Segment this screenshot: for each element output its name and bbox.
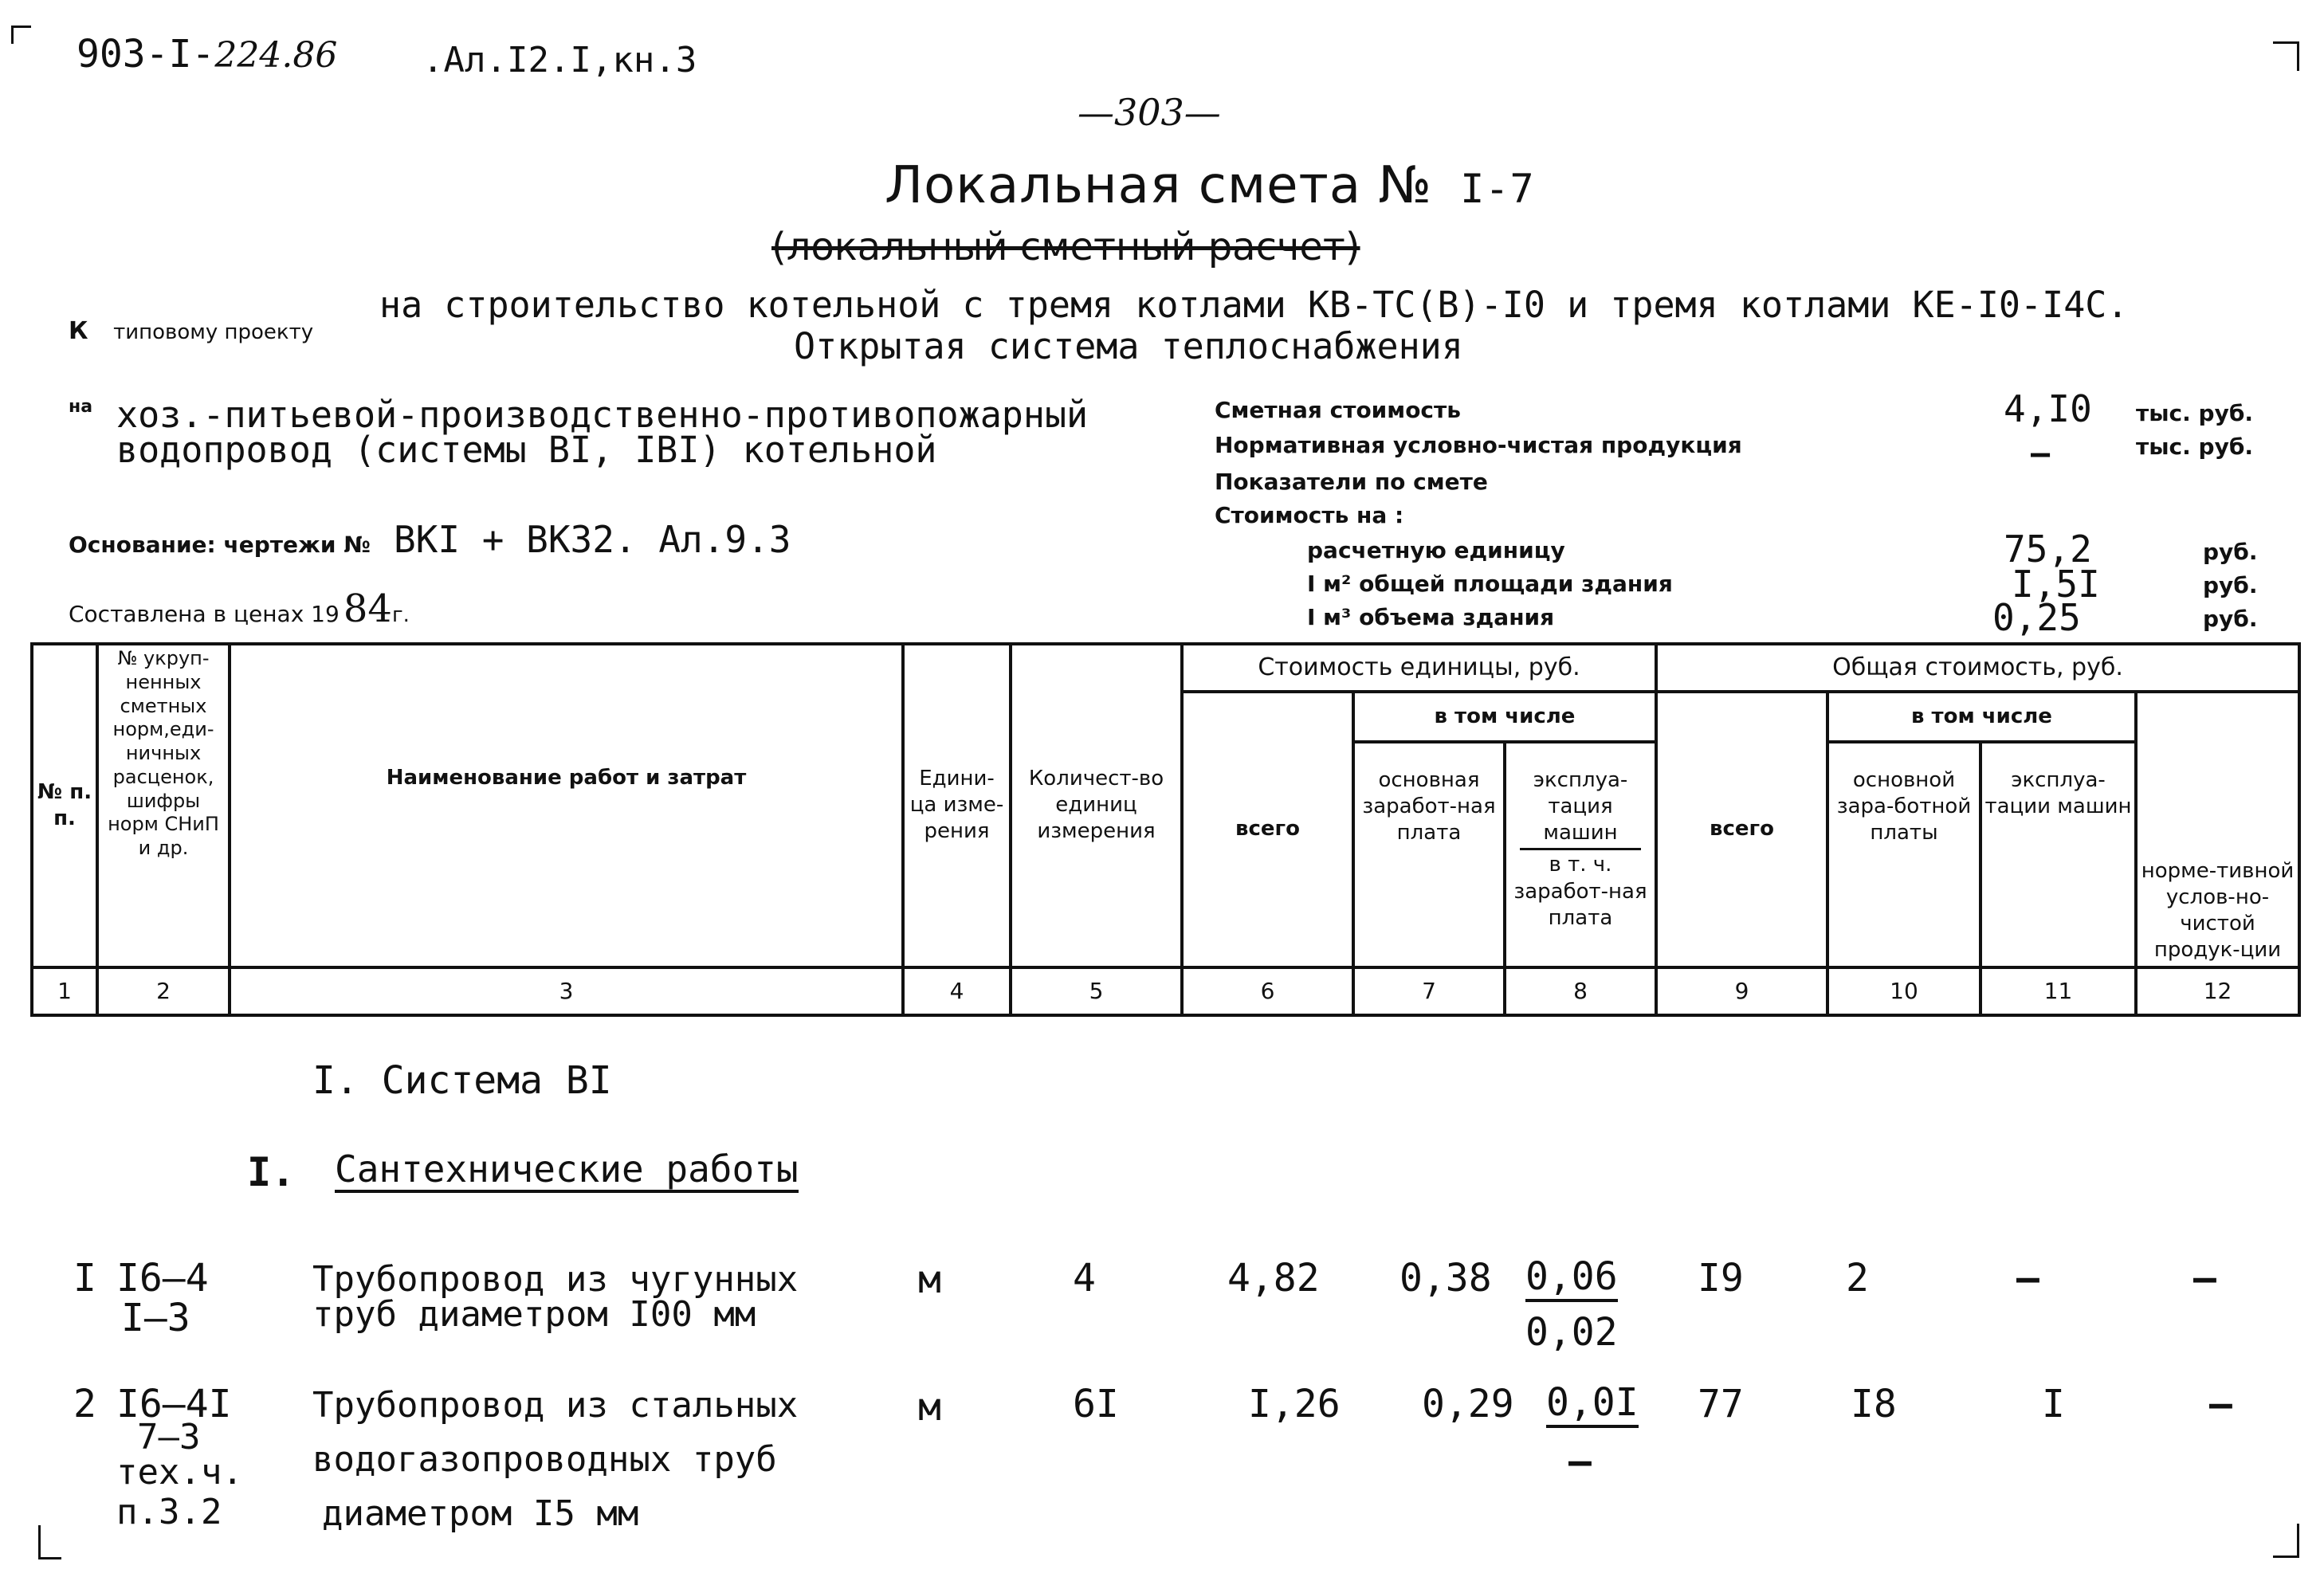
- column-number: 8: [1505, 967, 1656, 1015]
- summary-cost-value: 4,I0: [2004, 387, 2092, 430]
- row-2-machine: 0,0I: [1546, 1382, 1639, 1428]
- row-1-sum-machine: –: [2016, 1256, 2039, 1300]
- project-description-line-1: на строительство котельной с тремя котлами КВ-ТС(В)-I0 и тремя котлами КЕ-I0-I4С.: [379, 284, 2129, 326]
- header-no: № п. п.: [32, 644, 97, 967]
- row-2-sum-wage: I8: [1851, 1382, 1897, 1426]
- summary-unit-value: 75,2: [2004, 528, 2092, 571]
- column-number: 6: [1182, 967, 1353, 1015]
- summary-norm-unit: тыс. руб.: [2136, 434, 2254, 460]
- header-machine-op: эксплуа-тация машин: [1520, 767, 1641, 851]
- section-works-title: Сантехнические работы: [335, 1149, 799, 1193]
- summary-indicators-label: Показатели по смете: [1215, 469, 1488, 495]
- row-2-name-1: Трубопровод из стальных: [312, 1385, 799, 1426]
- column-number: 2: [97, 967, 230, 1015]
- row-2-total: I,26: [1248, 1382, 1341, 1426]
- row-2-code-3: тех.ч.: [116, 1452, 243, 1493]
- header-norm-net: норме-тивной услов-но-чистой продук-ции: [2136, 692, 2299, 967]
- summary-volume-value: 0,25: [1992, 596, 2081, 639]
- summary-area-value: I,5I: [2012, 563, 2100, 606]
- row-1-name-2: труб диаметром I00 мм: [312, 1294, 756, 1335]
- project-code: [77, 32, 337, 76]
- summary-area-label: I м² общей площади здания: [1307, 571, 1673, 597]
- column-number: 5: [1011, 967, 1182, 1015]
- summary-norm-label: Нормативная условно-чистая продукция: [1215, 432, 1742, 458]
- row-1-qty: 4: [1073, 1256, 1096, 1300]
- summary-area-unit: руб.: [2203, 572, 2258, 598]
- column-number: 1: [32, 967, 97, 1015]
- row-2-unit: м: [918, 1385, 941, 1430]
- k-label: [69, 317, 313, 345]
- object-line-2: водопровод (системы ВI, IВI) котельной: [116, 429, 937, 471]
- cost-table: [30, 642, 2301, 1017]
- header-all-total: всего: [1656, 692, 1827, 967]
- project-description-line-2: Открытая система теплоснабжения: [794, 325, 1463, 367]
- prices-label: Составлена в ценах 19: [69, 601, 340, 627]
- section-system: I. Система ВI: [312, 1058, 612, 1103]
- row-2-sum-norm: –: [2209, 1382, 2232, 1426]
- title-main: Локальная смета №: [885, 156, 1432, 215]
- column-number: 7: [1353, 967, 1505, 1015]
- row-2-no: 2: [73, 1382, 96, 1426]
- struck-subtitle: [771, 225, 1360, 269]
- row-1-unit: м: [918, 1257, 941, 1302]
- row-2-wage: 0,29: [1422, 1382, 1514, 1426]
- corner-mark-bottom-right: [2273, 1524, 2299, 1558]
- row-1-no: I: [73, 1256, 96, 1300]
- column-number: 9: [1656, 967, 1827, 1015]
- summary-cost-on-label: Стоимость на :: [1215, 502, 1404, 528]
- corner-mark-bottom-left: [38, 1525, 61, 1559]
- header-total-cost: Общая стоимость, руб.: [1656, 644, 2299, 692]
- project-code-handwritten: 224.86: [214, 35, 338, 76]
- summary-unit-label: расчетную единицу: [1307, 537, 1565, 563]
- header-machine-total: эксплуа-тации машин: [1981, 742, 2136, 967]
- header-incl-unit: в том числе: [1353, 692, 1656, 741]
- column-numbers-row: [32, 967, 2299, 1015]
- header-all-unit: всего: [1182, 692, 1353, 967]
- row-1-wage: 0,38: [1400, 1256, 1492, 1300]
- header-machine-wage: в т. ч. заработ-ная плата: [1513, 853, 1647, 930]
- header-unit: Едини-ца изме-рения: [903, 644, 1011, 967]
- row-2-sum-total: 77: [1698, 1382, 1744, 1426]
- project-code-print: 903-I-: [77, 32, 215, 76]
- column-number: 10: [1827, 967, 1981, 1015]
- header-incl-total: в том числе: [1827, 692, 2136, 741]
- basis-value: ВКI + ВК32. Ал.9.3: [393, 518, 791, 561]
- column-number: 4: [903, 967, 1011, 1015]
- header-codes: № укруп-ненных сметных норм,еди-ничных расценок, шифры норм СНиП и др.: [97, 644, 230, 967]
- document-title: [885, 156, 1535, 215]
- row-1-code-1: I6–4: [116, 1256, 209, 1300]
- row-1-code-2: I–3: [121, 1296, 190, 1340]
- prices-line: [69, 586, 410, 631]
- k-letter: К: [69, 317, 88, 345]
- row-2-code-2: 7–3: [137, 1417, 201, 1457]
- prices-suffix: г.: [391, 603, 410, 627]
- header-base-wage-total: основной зара-ботной платы: [1827, 742, 1981, 967]
- corner-mark-top-left: [11, 26, 31, 44]
- summary-volume-label: I м³ объема здания: [1307, 604, 1555, 630]
- row-2-code-4: п.3.2: [116, 1492, 222, 1532]
- row-1-machine: 0,06: [1525, 1256, 1618, 1302]
- column-number: 12: [2136, 967, 2299, 1015]
- summary-volume-unit: руб.: [2203, 606, 2258, 632]
- object-line-1: хоз.-питьевой-производственно-противопожарный: [116, 394, 1089, 436]
- title-number: I-7: [1460, 166, 1535, 212]
- header-qty: Количест-во единиц измерения: [1011, 644, 1182, 967]
- summary-norm-value: –: [2031, 435, 2051, 472]
- row-1-total: 4,82: [1227, 1256, 1320, 1300]
- summary-cost-unit: тыс. руб.: [2136, 400, 2254, 426]
- row-2-qty: 6I: [1073, 1382, 1119, 1426]
- struck-subtitle-text: (локальный сметный расчет): [771, 225, 1360, 269]
- header-unit-cost: Стоимость единицы, руб.: [1182, 644, 1656, 692]
- row-1-sum-total: I9: [1698, 1256, 1744, 1300]
- na-label: на: [69, 397, 93, 417]
- header-machine: [1505, 742, 1656, 967]
- page-number: —303—: [1078, 91, 1221, 134]
- header-name: Наименование работ и затрат: [230, 644, 903, 967]
- summary-cost-label: Сметная стоимость: [1215, 397, 1461, 423]
- row-1-name-1: Трубопровод из чугунных: [312, 1259, 799, 1300]
- basis: [69, 518, 791, 561]
- section-works-number: I.: [247, 1149, 296, 1195]
- summary-unit-unit: руб.: [2203, 539, 2258, 565]
- prices-year: 84: [343, 586, 392, 631]
- column-number: 3: [230, 967, 903, 1015]
- row-2-machine-wage: –: [1568, 1439, 1592, 1484]
- album-reference: .Ал.I2.I,кн.3: [422, 40, 697, 80]
- header-base-wage: основная заработ-ная плата: [1353, 742, 1505, 967]
- basis-label: Основание: чертежи №: [69, 532, 371, 558]
- row-2-name-2: водогазопроводных труб: [312, 1439, 777, 1480]
- row-1-sum-norm: –: [2193, 1256, 2216, 1300]
- row-2-name-3: диаметром I5 мм: [322, 1493, 639, 1534]
- corner-mark-top-right: [2273, 41, 2299, 71]
- k-subtitle: типовому проекту: [113, 320, 314, 344]
- row-2-sum-machine: I: [2042, 1382, 2065, 1426]
- column-number: 11: [1981, 967, 2136, 1015]
- row-1-machine-wage: 0,02: [1525, 1310, 1618, 1355]
- row-2-code-1: I6–4I: [116, 1382, 232, 1426]
- row-1-sum-wage: 2: [1846, 1256, 1869, 1300]
